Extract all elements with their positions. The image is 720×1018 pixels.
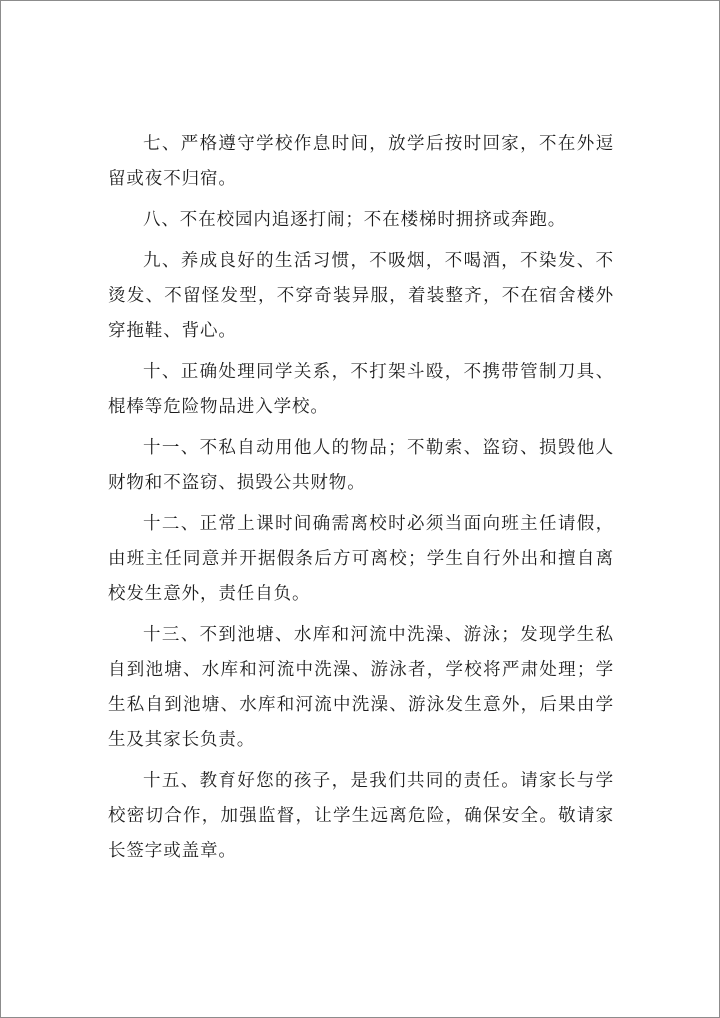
document-body <box>108 127 614 875</box>
paragraph-rule-9: 九、养成良好的生活习惯，不吸烟，不喝酒，不染发、不烫发、不留怪发型，不穿奇装异服，着装整齐，不在宿舍楼外穿拖鞋、背心。 <box>108 251 614 341</box>
paragraph-rule-7: 七、严格遵守学校作息时间，放学后按时回家，不在外逗留或夜不归宿。 <box>108 134 614 189</box>
paragraph-rule-13: 十三、不到池塘、水库和河流中洗澡、游泳；发现学生私自到池塘、水库和河流中洗澡、游泳者，学校将严肃处理；学生私自到池塘、水库和河流中洗澡、游泳发生意外，后果由学生及其家长负责。 <box>108 625 614 750</box>
paragraph-rule-10: 十、正确处理同学关系，不打架斗殴，不携带管制刀具、棍棒等危险物品进入学校。 <box>108 362 614 417</box>
paragraph-rule-11: 十一、不私自动用他人的物品；不勒索、盗窃、损毁他人财物和不盗窃、损毁公共财物。 <box>108 438 614 493</box>
paragraph-rule-15: 十五、教育好您的孩子，是我们共同的责任。请家长与学校密切合作，加强监督，让学生远离危险，确保安全。敬请家长签字或盖章。 <box>108 771 614 861</box>
paragraph-rule-8: 八、不在校园内追逐打闹；不在楼梯时拥挤或奔跑。 <box>143 210 567 230</box>
paragraph-rule-12: 十二、正常上课时间确需离校时必须当面向班主任请假，由班主任同意并开据假条后方可离校；学生自行外出和擅自离校发生意外，责任自负。 <box>108 514 614 604</box>
